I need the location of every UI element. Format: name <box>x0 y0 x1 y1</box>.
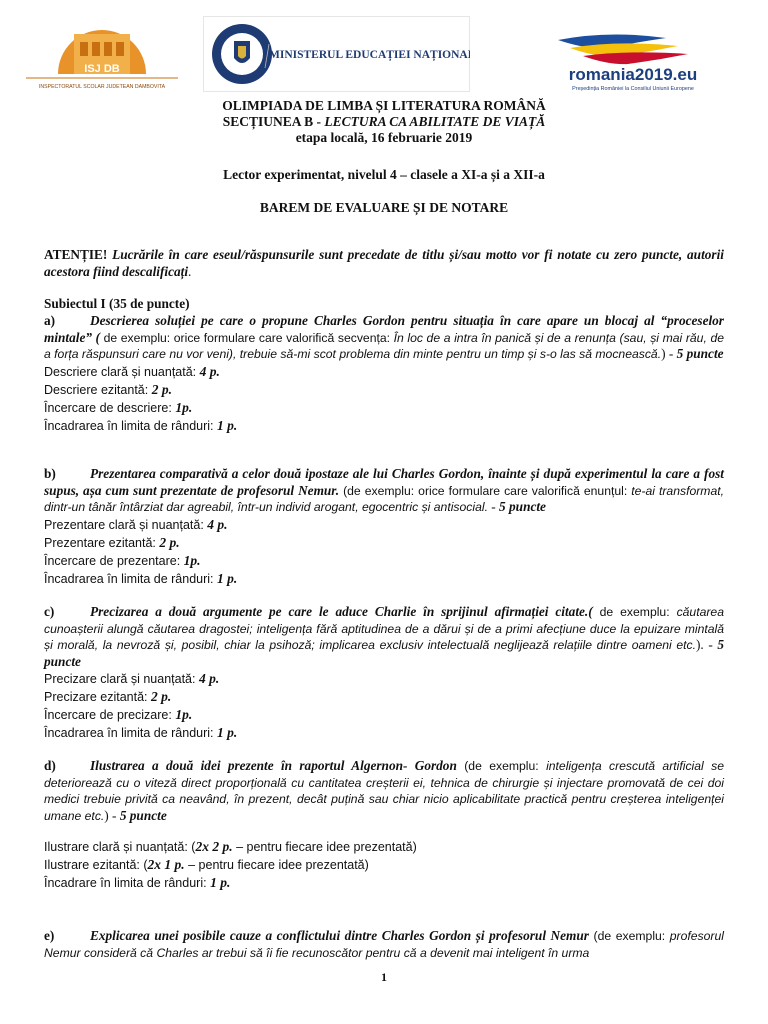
criterion: Încercare de prezentare: 1p. <box>44 552 201 568</box>
item-a <box>44 313 724 435</box>
item-task: Explicarea unei posibile cauze a conflictului dintre Charles Gordon și profesorul Nemur <box>90 928 589 943</box>
criterion: Încadrarea în limita de rânduri: 1 p. <box>44 417 238 433</box>
romania2019-logo <box>548 28 718 96</box>
item-label: a) <box>44 313 56 328</box>
attention-label: ATENȚIE! <box>44 247 108 262</box>
item-label: d) <box>44 758 56 773</box>
criterion: Încercare de descriere: 1p. <box>44 399 193 415</box>
item-tail: ) - <box>104 807 120 823</box>
attention-end: . <box>188 263 192 279</box>
item-task: Prezentarea comparativă a celor două ipostaze ale lui Charles Gordon, înainte și după experimentul la care a fost supus, așa cum sunt prezentate de profesorul Nemur. <box>44 466 724 498</box>
item-example: profesorul Nemur consideră că Charles ar trebui să îi fie recunoscător pentru că a devenit mai inteligent în urma <box>44 929 724 960</box>
isj-logo <box>20 12 185 97</box>
criterion: Ilustrare ezitantă: (2x 1 p. – pentru fiecare idee prezentată) <box>44 857 369 872</box>
criterion: Descriere clară și nuanțată: 4 p. <box>44 363 220 379</box>
criterion: Ilustrare clară și nuanțată: (2x 2 p. – pentru fiecare idee prezentată) <box>44 839 417 854</box>
ministry-name: MINISTERUL EDUCAȚIEI NAȚIONALE <box>269 49 470 61</box>
ministry-logo <box>203 16 470 92</box>
criterion: Precizare ezitantă: 2 p. <box>44 689 172 704</box>
subject-title: Subiectul I (35 de puncte) <box>44 296 190 311</box>
item-points: 5 puncte <box>676 346 724 361</box>
criterion: Încadrare în limita de rânduri: 1 p. <box>44 875 231 890</box>
criterion: Încercare de precizare: 1p. <box>44 707 193 722</box>
attention-note <box>44 247 724 280</box>
section-name: LECTURA CA ABILITATE DE VIAȚĂ <box>324 114 546 129</box>
item-task: Precizarea a două argumente pe care le aduce Charlie în sprijinul afirmației citate.( <box>90 604 593 619</box>
romania2019-logo-graphic <box>548 28 718 96</box>
isj-logo-text: ISJ DB <box>84 63 120 75</box>
item-points: 5 puncte <box>499 499 546 514</box>
item-example: te-ai transformat, dintr-un tânăr întârziat dar agreabil, într-un individ arogant, egocentric și antisocial. <box>44 483 725 514</box>
section-title <box>0 114 768 130</box>
olympiad-title: OLIMPIADA DE LIMBA ȘI LITERATURA ROMÂNĂ <box>222 98 546 113</box>
item-example-intro: de exemplu: orice formulare care valorifică secvența: <box>99 330 394 345</box>
item-example-intro: (de exemplu: <box>588 929 670 943</box>
item-example-intro: (de exemplu: <box>456 759 547 773</box>
item-label: c) <box>44 604 55 619</box>
item-task: Ilustrarea a două idei prezente în raportul Algernon- Gordon <box>90 758 457 773</box>
item-tail: - <box>487 499 500 514</box>
item-label: b) <box>44 466 56 481</box>
item-example: căutarea cunoașterii alungă căutarea dragostei; inteligența fără aptitudinea de a dărui și de a primi afecțiune duce la epuizare mintală și morală, la nevroză și, posibil, chiar la psihoză; implicarea exclusiv intelectuală neglijează relațiile dintre oameni etc. <box>44 605 724 652</box>
item-points: 5 puncte <box>119 807 167 823</box>
criterion: Precizare clară și nuanțată: 4 p. <box>44 671 220 686</box>
item-example: În loc de a intra în panică și de a renunța (sau, și mai rău, de a forța răspunsuri care nu vor veni), trebuie să-mi scot problema din minte pentru un timp și s-o las să mocnească. <box>44 330 724 361</box>
romania2019-subtitle: Președinția României la Consiliul Uniunii Europene <box>572 86 694 92</box>
attention-text: Lucrările în care eseul/răspunsurile sunt precedate de titlu și/sau motto vor fi notate cu zero puncte, autorii acestora fiind descalificați <box>44 247 724 279</box>
criterion: Prezentare ezitantă: 2 p. <box>44 534 180 550</box>
item-label: e) <box>44 928 55 943</box>
section-prefix: SECȚIUNEA B - <box>222 114 325 129</box>
isj-logo-graphic <box>20 12 185 97</box>
criterion: Prezentare clară și nuanțată: 4 p. <box>44 516 228 532</box>
item-e <box>44 928 724 961</box>
item-points: 5 puncte <box>44 637 724 669</box>
criterion: Încadrarea în limita de rânduri: 1 p. <box>44 725 238 740</box>
romania2019-text: romania2019.eu <box>568 65 698 84</box>
item-tail: ). - <box>696 637 718 652</box>
criterion: Încadrarea în limita de rânduri: 1 p. <box>44 570 238 586</box>
item-b <box>44 466 724 588</box>
isj-logo-caption: INSPECTORATUL SCOLAR JUDETEAN DAMBOVITA <box>38 84 166 90</box>
item-tail: ) - <box>661 346 677 361</box>
stage-date: etapa locală, 16 februarie 2019 <box>295 130 473 145</box>
item-task: Descrierea soluției pe care o propune Charles Gordon pentru situația în care apare un blocaj al “proceselor mintale” ( <box>44 313 724 345</box>
level-line: Lector experimentat, nivelul 4 – clasele a XI-a și a XII-a <box>223 167 545 182</box>
criterion: Descriere ezitantă: 2 p. <box>44 381 172 397</box>
item-example-intro: (de exemplu: orice formulare care valorifică enunțul: <box>339 483 632 498</box>
barem-title: BAREM DE EVALUARE ȘI DE NOTARE <box>259 200 509 215</box>
item-d <box>44 758 724 892</box>
item-example-intro: de exemplu: <box>592 605 677 619</box>
ministry-logo-graphic <box>203 16 470 92</box>
item-c <box>44 604 724 742</box>
page-number: 1 <box>381 970 387 984</box>
item-example: inteligența crescută artificial se deteriorează cu o viteză direct proporțională cu cantitatea creșterii ei, tehnica de chirurgie și injectare promovată de cei doi medici trebuie privită ca neavând, în prezent, decât puțină sau chiar nicio aplicabilitate practică pentru creșterea inteligenței umane etc. <box>44 759 724 823</box>
